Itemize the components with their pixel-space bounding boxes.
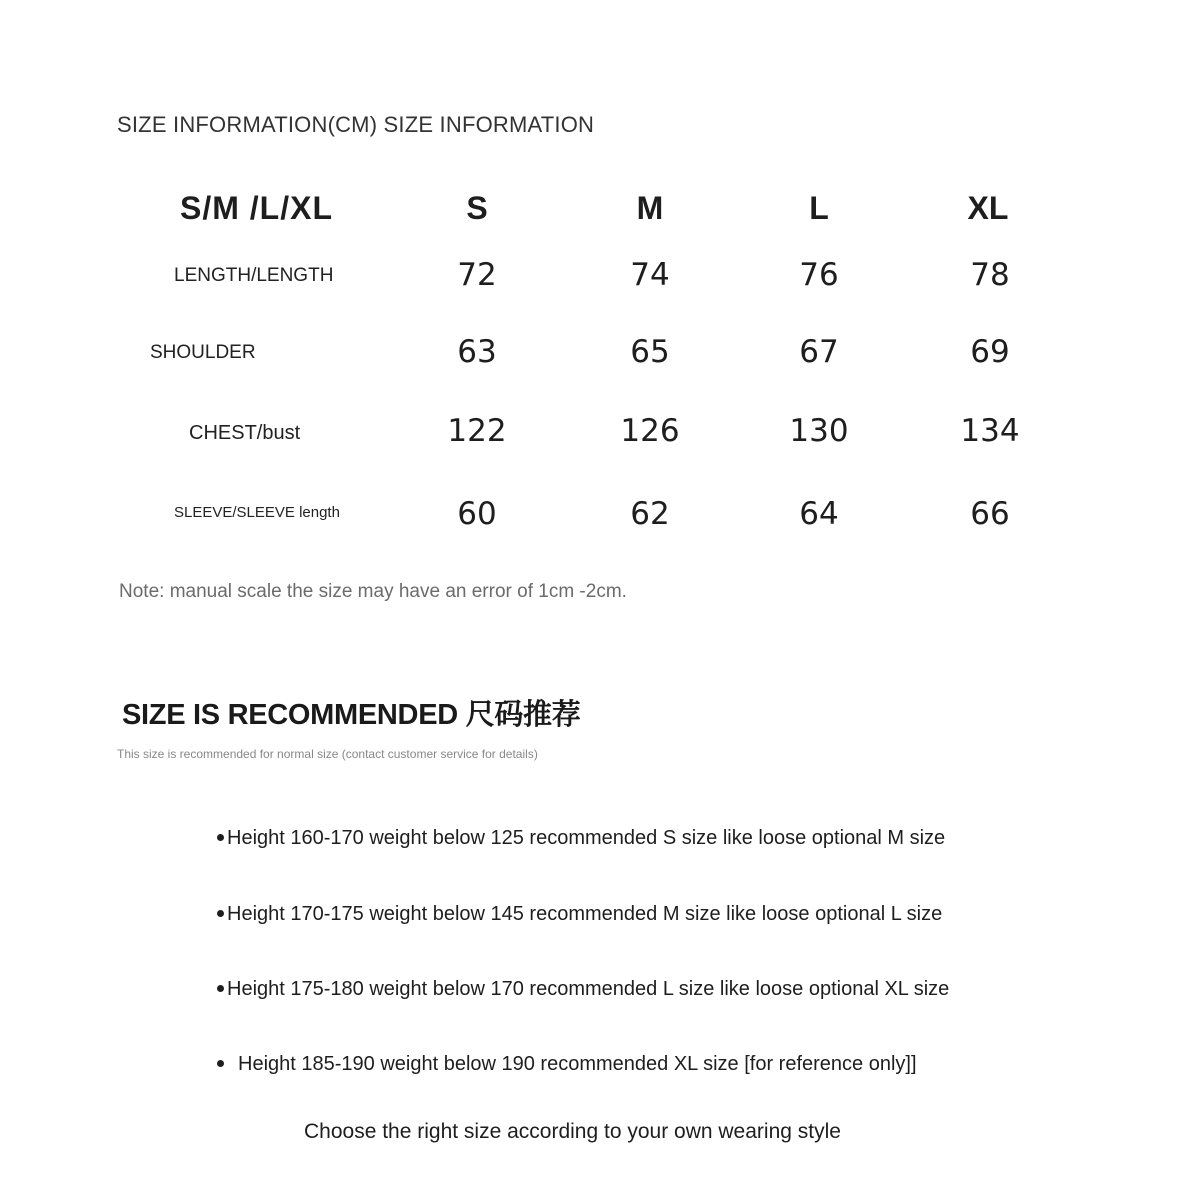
bullet-icon <box>217 985 224 992</box>
list-item <box>217 978 949 1001</box>
list-item <box>217 1053 917 1076</box>
table-cell: 78 <box>970 257 1010 293</box>
table-cell: 130 <box>789 413 849 449</box>
closing-text: Choose the right size according to your own wearing style <box>304 1120 841 1143</box>
column-header-s: S <box>466 190 488 226</box>
table-cell: 74 <box>630 257 670 293</box>
table-cell: 72 <box>457 257 497 293</box>
table-cell: 60 <box>457 496 497 532</box>
table-cell: 69 <box>970 334 1010 370</box>
list-item <box>217 903 942 926</box>
bullet-icon <box>217 1060 224 1067</box>
row-label-sleeve: SLEEVE/SLEEVE length <box>174 504 340 521</box>
recommendation-subtitle: This size is recommended for normal size (contact customer service for details) <box>117 747 538 761</box>
recommendation-text: Height 170-175 weight below 145 recommended M size like loose optional L size <box>227 903 943 925</box>
column-header-m: M <box>636 190 664 226</box>
column-header-l: L <box>809 190 829 226</box>
recommendation-text: Height 185-190 weight below 190 recommended XL size [for reference only]] <box>238 1053 917 1075</box>
table-cell: 66 <box>970 496 1010 532</box>
measurement-note: Note: manual scale the size may have an error of 1cm -2cm. <box>119 581 627 602</box>
table-cell: 134 <box>960 413 1020 449</box>
recommendation-text: Height 175-180 weight below 170 recommended L size like loose optional XL size <box>227 978 950 1000</box>
size-header-label: S/M /L/XL <box>180 190 333 226</box>
size-info-title: SIZE INFORMATION(CM) SIZE INFORMATION <box>117 112 595 137</box>
table-cell: 126 <box>620 413 680 449</box>
list-item <box>217 827 945 850</box>
table-cell: 62 <box>630 496 670 532</box>
table-cell: 64 <box>799 496 839 532</box>
bullet-icon <box>217 834 224 841</box>
column-header-xl: XL <box>967 190 1009 226</box>
table-cell: 122 <box>447 413 507 449</box>
row-label-shoulder: SHOULDER <box>150 342 256 363</box>
recommendation-text: Height 160-170 weight below 125 recommended S size like loose optional M size <box>227 827 946 849</box>
row-label-chest: CHEST/bust <box>189 422 301 444</box>
table-cell: 67 <box>799 334 839 370</box>
table-cell: 65 <box>630 334 670 370</box>
bullet-icon <box>217 910 224 917</box>
table-cell: 63 <box>457 334 497 370</box>
row-label-length: LENGTH/LENGTH <box>174 265 334 286</box>
recommendation-title: SIZE IS RECOMMENDED 尺码推荐 <box>122 699 581 731</box>
table-cell: 76 <box>799 257 839 293</box>
